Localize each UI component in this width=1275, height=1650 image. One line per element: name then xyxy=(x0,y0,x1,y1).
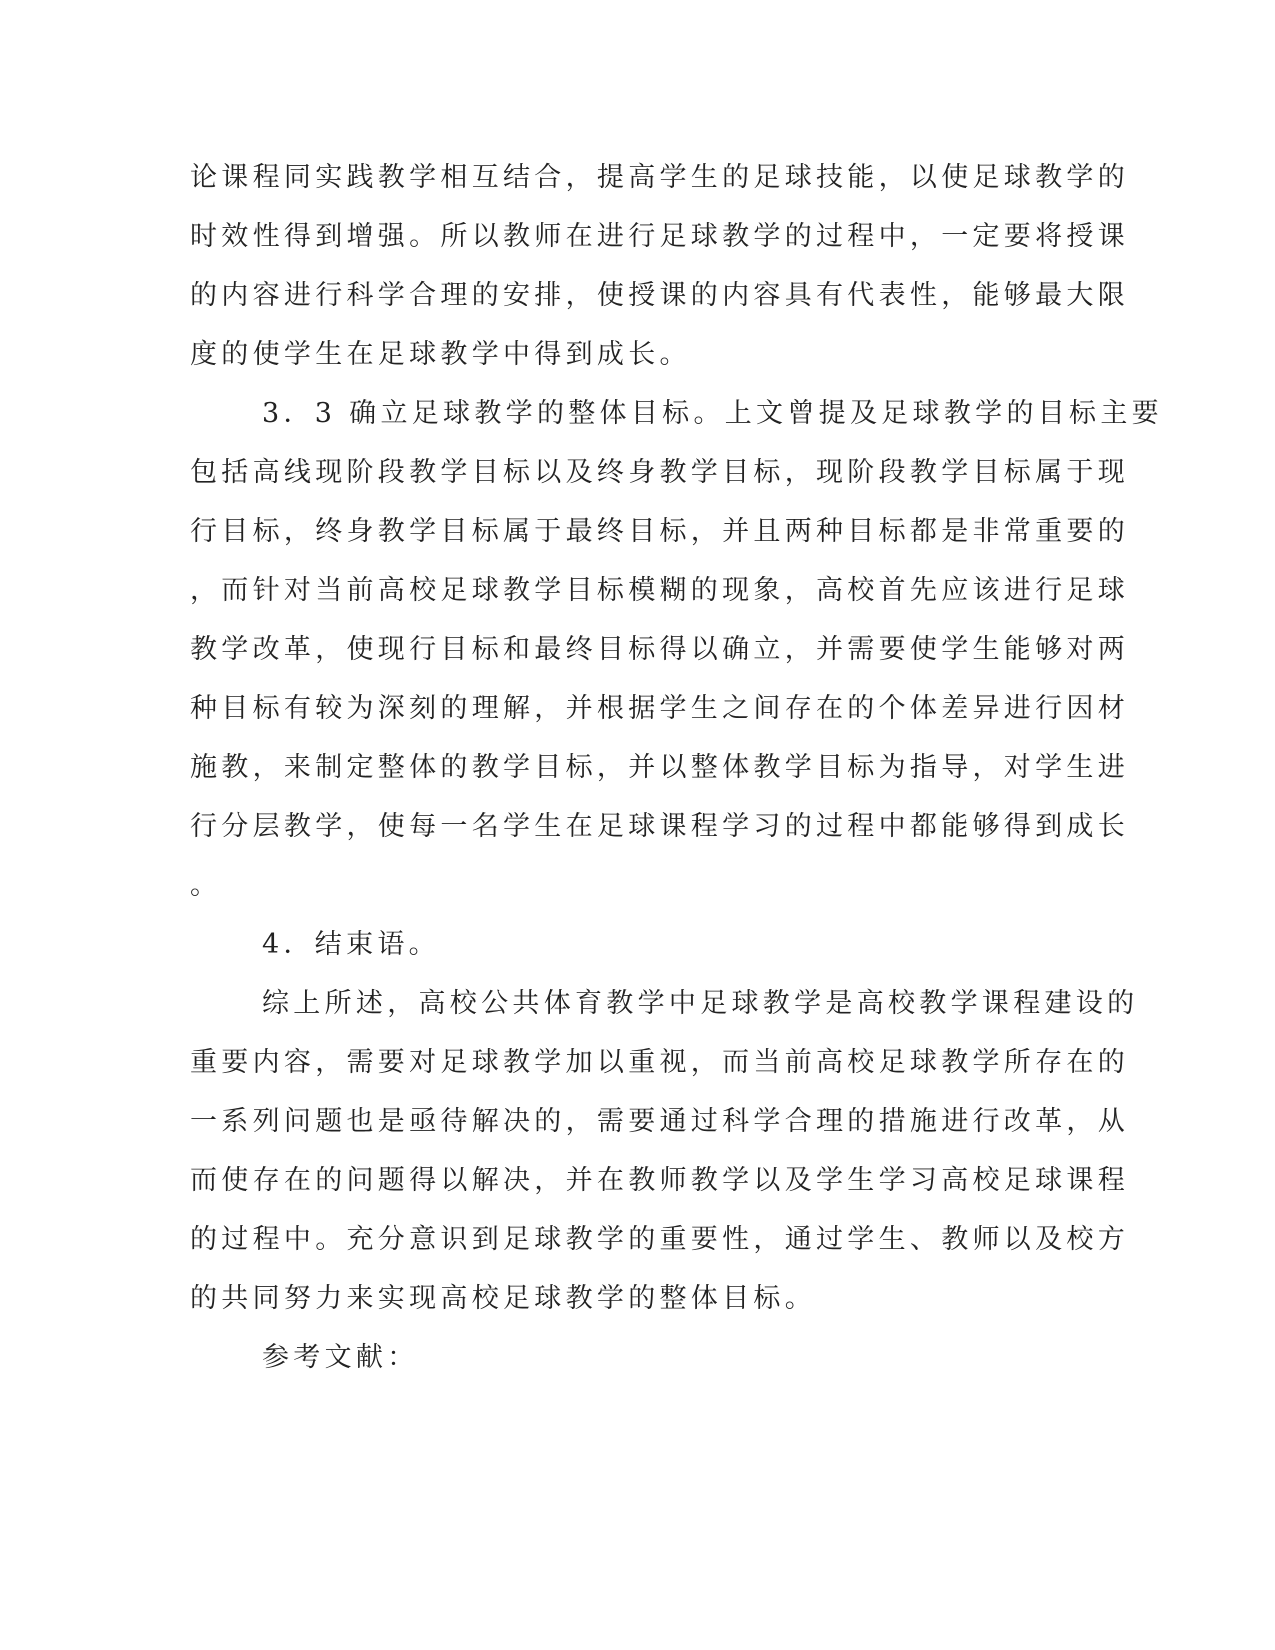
paragraph-line: 度的使学生在足球教学中得到成长。 xyxy=(190,339,691,370)
references-heading: 参考文献： xyxy=(262,1342,419,1373)
paragraph-line: 的共同努力来实现高校足球教学的整体目标。 xyxy=(190,1283,816,1314)
paragraph-line: 的过程中。充分意识到足球教学的重要性，通过学生、教师以及校方 xyxy=(190,1224,1129,1255)
paragraph-line: 包括高线现阶段教学目标以及终身教学目标，现阶段教学目标属于现 xyxy=(190,457,1129,488)
paragraph-line: 行分层教学，使每一名学生在足球课程学习的过程中都能够得到成长 xyxy=(190,811,1129,842)
paragraph-line: 施教，来制定整体的教学目标，并以整体教学目标为指导，对学生进 xyxy=(190,752,1129,783)
paragraph-line: 。 xyxy=(190,870,222,901)
paragraph-line: 一系列问题也是亟待解决的，需要通过科学合理的措施进行改革，从 xyxy=(190,1106,1129,1137)
paragraph-line: 教学改革，使现行目标和最终目标得以确立，并需要使学生能够对两 xyxy=(190,634,1129,665)
paragraph-line: 而使存在的问题得以解决，并在教师教学以及学生学习高校足球课程 xyxy=(190,1165,1129,1196)
section-heading-3-3: 3．3 确立足球教学的整体目标。上文曾提及足球教学的目标主要 xyxy=(262,398,1163,429)
paragraph-line: 行目标，终身教学目标属于最终目标，并且两种目标都是非常重要的 xyxy=(190,516,1129,547)
paragraph-line: 综上所述，高校公共体育教学中足球教学是高校教学课程建设的 xyxy=(262,988,1139,1019)
paragraph-line: 的内容进行科学合理的安排，使授课的内容具有代表性，能够最大限 xyxy=(190,280,1129,311)
paragraph-line: 论课程同实践教学相互结合，提高学生的足球技能，以使足球教学的 xyxy=(190,162,1129,193)
paragraph-line: ，而针对当前高校足球教学目标模糊的现象，高校首先应该进行足球 xyxy=(190,575,1129,606)
section-heading-4: 4．结束语。 xyxy=(262,929,440,960)
paragraph-line: 种目标有较为深刻的理解，并根据学生之间存在的个体差异进行因材 xyxy=(190,693,1129,724)
paragraph-line: 重要内容，需要对足球教学加以重视，而当前高校足球教学所存在的 xyxy=(190,1047,1129,1078)
paragraph-line: 时效性得到增强。所以教师在进行足球教学的过程中，一定要将授课 xyxy=(190,221,1129,252)
